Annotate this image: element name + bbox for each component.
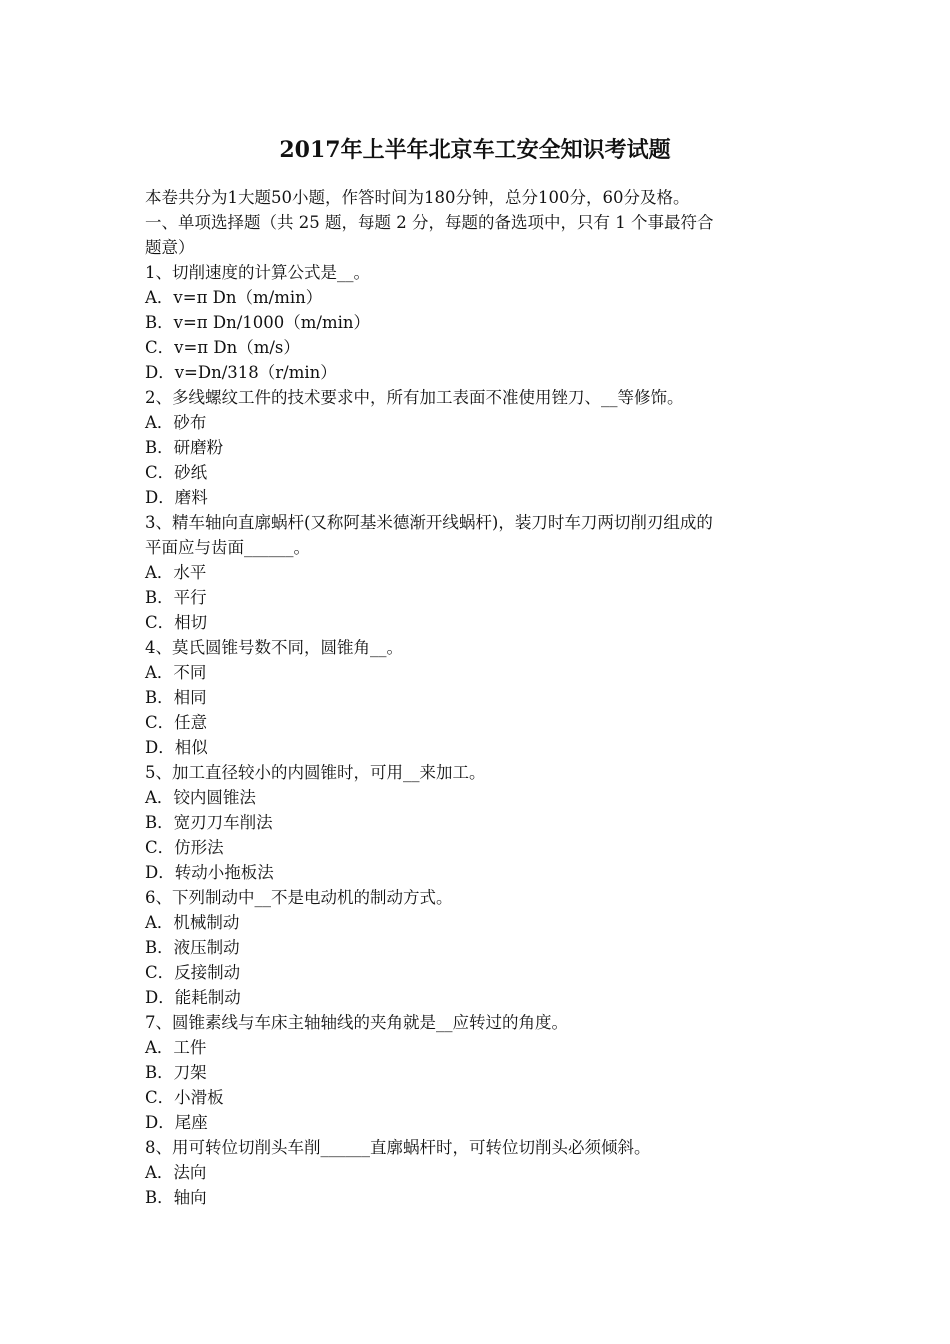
answer-option: A．水平 — [145, 563, 207, 582]
question-stem: 2、多线螺纹工件的技术要求中，所有加工表面不准使用锉刀、__等修饰。 — [145, 388, 684, 407]
answer-option: A．法向 — [145, 1163, 207, 1182]
answer-option: B．研磨粉 — [145, 438, 224, 457]
question-stem: 平面应与齿面______。 — [145, 538, 310, 557]
question-block — [145, 635, 810, 760]
answer-option: B．液压制动 — [145, 938, 240, 957]
question-stem: 5、加工直径较小的内圆锥时，可用__来加工。 — [145, 763, 486, 782]
answer-option: C．相切 — [145, 613, 208, 632]
answer-option: B．相同 — [145, 688, 207, 707]
question-block — [145, 1135, 810, 1210]
answer-option: D．能耗制动 — [145, 988, 241, 1007]
answer-option: A．机械制动 — [145, 913, 240, 932]
section-heading-line-2: 题意） — [145, 238, 195, 257]
answer-option: C．v=π Dn（m/s） — [145, 338, 300, 357]
answer-option: D．v=Dn/318（r/min） — [145, 363, 337, 382]
page-title: 2017年上半年北京车工安全知识考试题 — [279, 137, 671, 163]
answer-option: A．v=π Dn（m/min） — [145, 288, 323, 307]
question-stem: 1、切削速度的计算公式是__。 — [145, 263, 370, 282]
question-stem: 3、精车轴向直廓蜗杆(又称阿基米德渐开线蜗杆)，装刀时车刀两切削刃组成的 — [145, 513, 713, 532]
answer-option: B．平行 — [145, 588, 207, 607]
question-block — [145, 760, 810, 885]
answer-option: D．相似 — [145, 738, 208, 757]
answer-option: B．宽刃刀车削法 — [145, 813, 273, 832]
answer-option: C．反接制动 — [145, 963, 241, 982]
answer-option: B．v=π Dn/1000（m/min） — [145, 313, 371, 332]
answer-option: D．磨料 — [145, 488, 208, 507]
answer-option: B．轴向 — [145, 1188, 207, 1207]
answer-option: C．小滑板 — [145, 1088, 224, 1107]
question-stem: 8、用可转位切削头车削______直廓蜗杆时，可转位切削头必须倾斜。 — [145, 1138, 651, 1157]
question-block — [145, 385, 810, 510]
answer-option: A．砂布 — [145, 413, 207, 432]
question-list — [145, 260, 810, 1210]
answer-option: A．铰内圆锥法 — [145, 788, 256, 807]
answer-option: D．转动小拖板法 — [145, 863, 274, 882]
answer-option: A．不同 — [145, 663, 207, 682]
answer-option: A．工件 — [145, 1038, 207, 1057]
answer-option: D．尾座 — [145, 1113, 208, 1132]
answer-option: C．任意 — [145, 713, 208, 732]
question-block — [145, 1010, 810, 1135]
answer-option: C．砂纸 — [145, 463, 208, 482]
exam-intro: 本卷共分为1大题50小题，作答时间为180分钟，总分100分，60分及格。 — [145, 188, 690, 207]
question-block — [145, 260, 810, 385]
document-body — [145, 185, 810, 1210]
question-stem: 7、圆锥素线与车床主轴轴线的夹角就是__应转过的角度。 — [145, 1013, 568, 1032]
question-stem: 6、下列制动中__不是电动机的制动方式。 — [145, 888, 453, 907]
answer-option: B．刀架 — [145, 1063, 207, 1082]
answer-option: C．仿形法 — [145, 838, 224, 857]
section-heading-line-1: 一、单项选择题（共 25 题，每题 2 分，每题的备选项中，只有 1 个事最符合 — [145, 213, 714, 232]
question-block — [145, 510, 810, 635]
question-block — [145, 885, 810, 1010]
question-stem: 4、莫氏圆锥号数不同，圆锥角__。 — [145, 638, 403, 657]
